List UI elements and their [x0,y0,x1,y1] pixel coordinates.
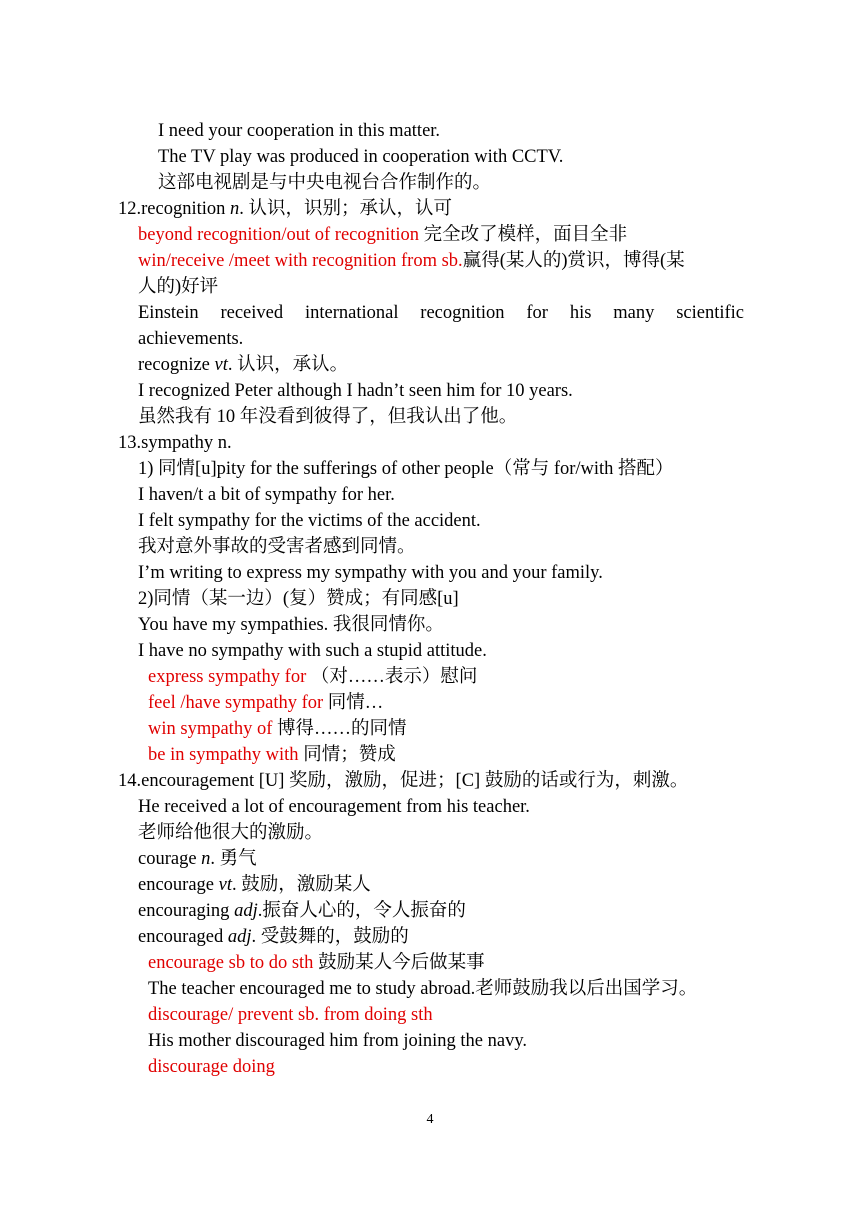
text-segment: I have no sympathy with such a stupid attitude. [138,641,487,661]
text-line [138,872,371,898]
text-segment: adj [227,927,252,947]
text-line [138,222,627,248]
text-segment: . 认识，识别；承认，认可 [239,199,453,219]
text-line [158,118,440,144]
text-line [158,144,563,170]
text-line [138,482,395,508]
text-segment: I recognized Peter although I hadn’t seen him for 10 years. [138,381,573,401]
highlighted-phrase: win sympathy of [148,719,273,739]
text-line [138,898,466,924]
highlighted-phrase: encourage sb to do sth [148,953,314,973]
text-segment: （对……表示）慰问 [306,667,478,687]
text-segment: . 受鼓舞的，鼓励的 [251,927,409,947]
text-segment: recognize [138,355,215,375]
text-segment: 同情… [323,693,384,713]
text-segment: vt [214,355,228,375]
text-line [148,716,407,742]
text-segment: . 勇气 [210,849,257,869]
text-segment: 2)同情（某一边）(复）赞成；有同感[u] [138,589,459,609]
text-line [148,976,697,1002]
text-segment: adj [234,901,258,921]
text-line [118,196,452,222]
text-line [138,378,573,404]
highlighted-phrase: win/receive /meet with recognition from sb. [138,251,463,271]
text-segment: I felt sympathy for the victims of the accident. [138,511,481,531]
page-number: 4 [426,1112,434,1127]
text-segment: 1) 同情[u]pity for the sufferings of other people（常与 for/with 搭配） [138,459,674,479]
text-line [148,690,383,716]
text-line [148,1028,527,1054]
text-segment: 14.encouragement [U] 奖励，激励，促进；[C] 鼓励的话或行为，刺激。 [118,771,689,791]
text-segment: Einstein received international recognition for his many scientific [138,303,744,323]
text-line [148,664,477,690]
text-segment: He received a lot of encouragement from his teacher. [138,797,530,817]
text-segment: .振奋人心的，令人振奋的 [257,901,466,921]
highlighted-phrase: discourage/ prevent sb. from doing sth [148,1005,433,1025]
text-line [138,404,517,430]
text-segment: You have my sympathies. 我很同情你。 [138,615,444,635]
highlighted-phrase: feel /have sympathy for [148,693,324,713]
text-segment: 12.recognition [118,199,231,219]
text-line [138,612,444,638]
text-line [138,586,459,612]
text-line [138,456,674,482]
text-line [138,794,530,820]
text-segment: 完全改了模样，面目全非 [419,225,628,245]
text-line [138,248,685,274]
text-segment: 我对意外事故的受害者感到同情。 [138,537,416,557]
highlighted-phrase: discourage doing [148,1057,275,1077]
text-line [138,326,243,352]
text-segment: 同情；赞成 [298,745,396,765]
text-segment: I haven/t a bit of sympathy for her. [138,485,395,505]
text-line [138,924,409,950]
text-segment: vt [218,875,232,895]
text-line [138,846,257,872]
text-line [138,508,481,534]
text-segment: The TV play was produced in cooperation with CCTV. [158,147,564,167]
text-segment: His mother discouraged him from joining the navy. [148,1031,528,1051]
text-line [148,1002,433,1028]
text-segment: n [230,199,240,219]
text-segment: I’m writing to express my sympathy with you and your family. [138,563,603,583]
text-segment: 赢得(某人的)赏识，博得(某 [462,251,685,271]
text-segment: 鼓励某人今后做某事 [313,953,485,973]
text-line [138,300,744,326]
text-segment: The teacher encouraged me to study abroad.老师鼓励我以后出国学习。 [148,979,698,999]
text-segment: I need your cooperation in this matter. [158,121,441,141]
text-segment: 博得……的同情 [272,719,407,739]
text-segment: . 鼓励，激励某人 [232,875,371,895]
text-line [148,742,396,768]
text-segment: achievements. [138,329,244,349]
text-segment: 人的)好评 [138,277,219,297]
text-segment: encouraging [138,901,235,921]
highlighted-phrase: beyond recognition/out of recognition [138,225,420,245]
text-line [148,950,485,976]
text-line [138,820,323,846]
text-line [138,534,416,560]
text-line [138,638,487,664]
text-segment: encourage [138,875,219,895]
text-line [138,352,348,378]
text-line [138,274,218,300]
text-line [118,430,232,456]
highlighted-phrase: be in sympathy with [148,745,299,765]
text-line [138,560,603,586]
text-segment: courage [138,849,202,869]
text-segment: 虽然我有 10 年没看到彼得了，但我认出了他。 [138,407,518,427]
text-line [158,170,491,196]
text-segment: 老师给他很大的激励。 [138,823,324,843]
text-segment: 13.sympathy n. [118,433,232,453]
text-segment: . 认识，承认。 [227,355,349,375]
text-segment: n [201,849,211,869]
text-segment: encouraged [138,927,228,947]
text-segment: 这部电视剧是与中央电视台合作制作的。 [158,173,492,193]
text-line [118,768,688,794]
text-line [148,1054,275,1080]
highlighted-phrase: express sympathy for [148,667,307,687]
